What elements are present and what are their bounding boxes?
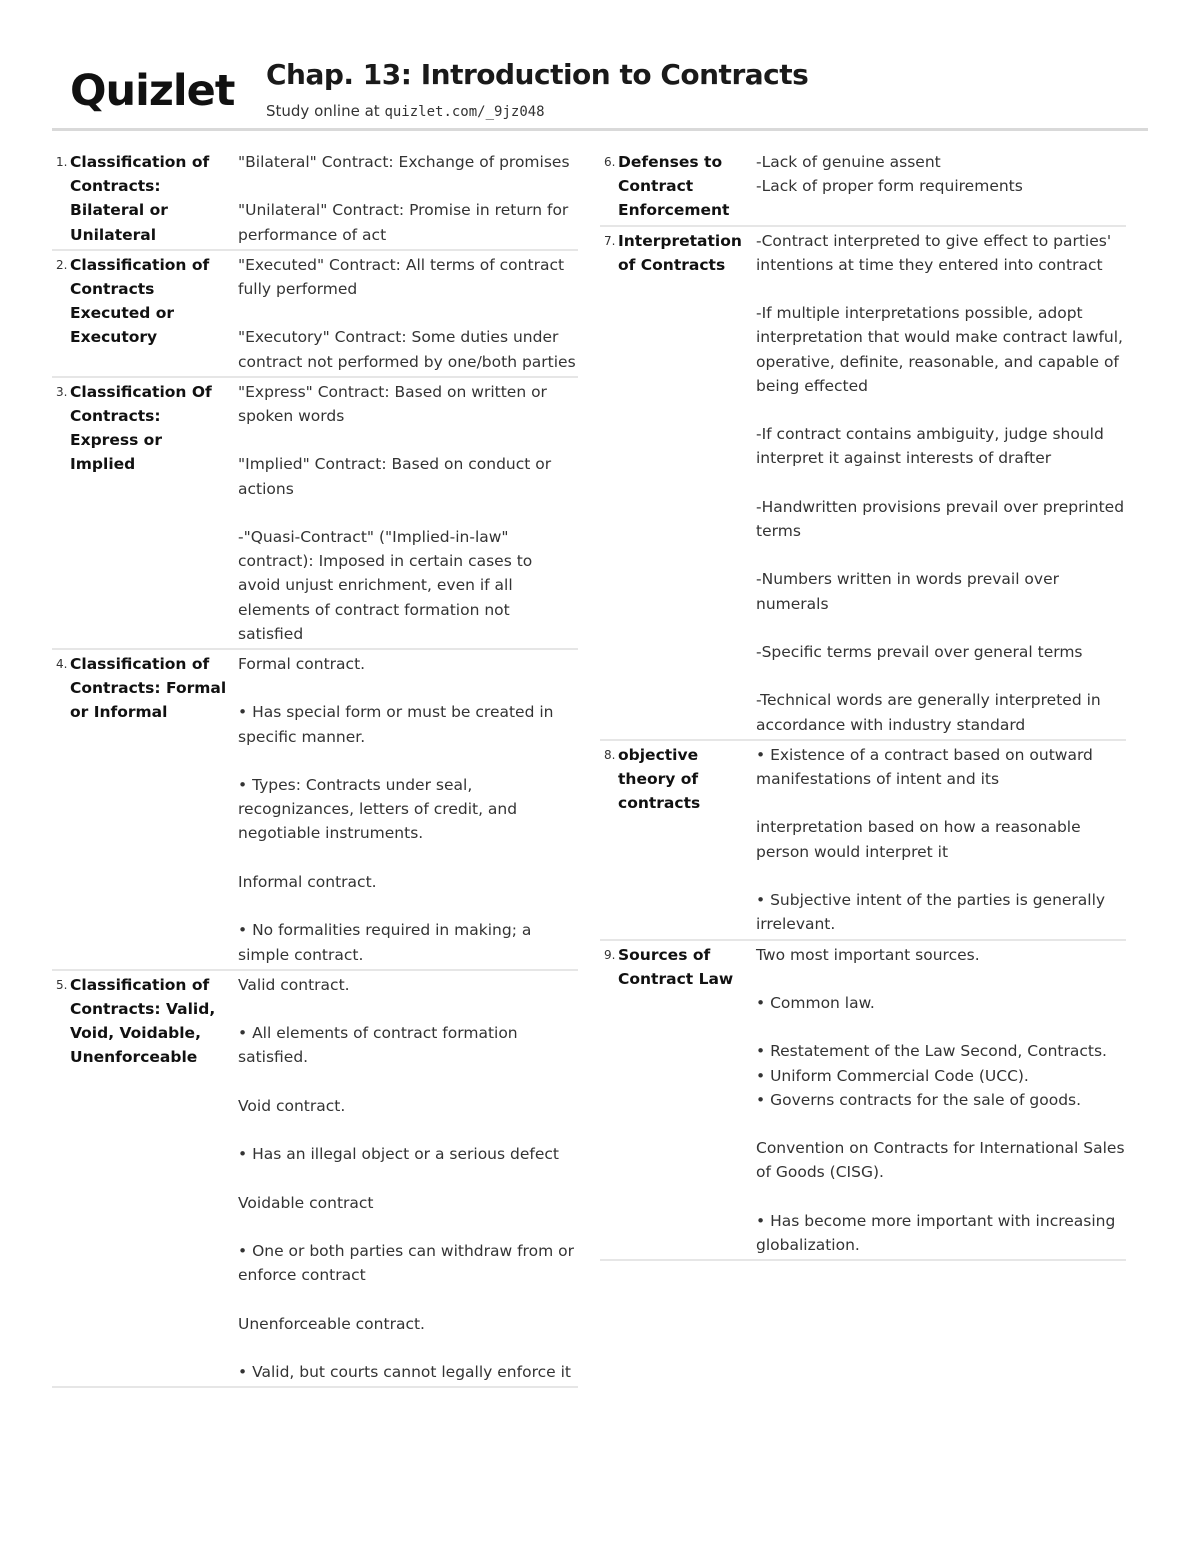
card-definition: Two most important sources. • Common law. • Restatement of the Law Second, Contracts. • Uniform Commercial Code (UCC). • Governs contracts for the sale of goods. Convention on Contracts for International Sales of Goods (CISG). • Has become more important with increasing globalization. xyxy=(756,945,1125,1254)
card-term: Sources of Contract Law xyxy=(618,945,734,988)
flashcard-row xyxy=(600,741,1126,941)
quizlet-logo[interactable]: Quizlet xyxy=(70,66,235,116)
card-number: 6. xyxy=(604,155,616,169)
card-number: 7. xyxy=(604,233,616,248)
flashcard-row xyxy=(52,650,578,971)
card-term: Classification of Contracts Executed or Executory xyxy=(70,255,210,347)
card-term: Classification of Contracts: Formal or Informal xyxy=(70,655,227,722)
flashcard-row xyxy=(600,941,1126,1262)
flashcard-row xyxy=(600,148,1126,227)
card-definition: -Lack of genuine assent -Lack of proper form requirements xyxy=(756,153,1023,196)
right-column xyxy=(600,148,1126,1261)
card-term: Classification of Contracts: Valid, Void, Voidable, Unenforceable xyxy=(70,975,216,1067)
card-definition: -Contract interpreted to give effect to parties' intentions at time they entered into contract -If multiple interpretations possible, adopt interpretation that would make contract lawful, operative, definite, reasonable, and capable of being effected -If contract contains ambiguity, judge should interpret it against interests of drafter -Handwritten provisions prevail over preprinted terms -Numbers written in words prevail over numerals -Specific terms prevail over general terms -Technical words are generally interpreted in accordance with industry standard xyxy=(756,231,1125,734)
study-url-link[interactable]: quizlet.com/_9jz048 xyxy=(384,104,545,120)
card-definition: Formal contract. • Has special form or must be created in specific manner. • Types: Contracts under seal, recognizances, letters of credit, and negotiable instruments. Informal contract. • No formalities required in making; a simple contract. xyxy=(238,655,554,964)
card-term: objective theory of contracts xyxy=(618,745,701,813)
card-number: 8. xyxy=(604,747,616,762)
flashcard-row xyxy=(52,378,578,650)
card-number: 5. xyxy=(56,977,68,992)
card-number: 2. xyxy=(56,257,68,272)
header-divider xyxy=(52,128,1148,131)
flashcard-row xyxy=(52,971,578,1388)
card-number: 9. xyxy=(604,947,616,962)
card-number: 3. xyxy=(56,384,68,399)
study-prefix: Study online at xyxy=(266,102,385,120)
card-definition: "Executed" Contract: All terms of contract fully performed "Executory" Contract: Some duties under contract not performed by one/both parties xyxy=(238,255,576,371)
flashcard-row xyxy=(52,251,578,378)
card-term: Classification Of Contracts: Express or Implied xyxy=(70,382,212,474)
card-number: 4. xyxy=(56,657,68,672)
flashcard-row xyxy=(600,227,1126,741)
page-title: Chap. 13: Introduction to Contracts xyxy=(266,58,809,91)
card-definition: • Existence of a contract based on outward manifestations of intent and its interpretation based on how a reasonable person would interpret it • Subjective intent of the parties is generally irrelevant. xyxy=(756,745,1106,934)
card-definition: "Bilateral" Contract: Exchange of promises "Unilateral" Contract: Promise in return for performance of act xyxy=(238,153,570,244)
card-number: 1. xyxy=(56,155,68,169)
card-definition: "Express" Contract: Based on written or spoken words "Implied" Contract: Based on conduct or actions -"Quasi-Contract" ("Implied-in-law" contract): Imposed in certain cases to avoid unjust enrichment, even if all elements of contract formation not satisfied xyxy=(238,382,552,643)
study-online-line xyxy=(266,102,545,120)
card-term: Classification of Contracts: Bilateral or Unilateral xyxy=(70,153,210,244)
left-column xyxy=(52,148,578,1388)
flashcard-row xyxy=(52,148,578,251)
card-definition: Valid contract. • All elements of contract formation satisfied. Void contract. • Has an illegal object or a serious defect Voidable contract • One or both parties can withdraw from or enforce contract Unenforceable contract. • Valid, but courts cannot legally enforce it xyxy=(238,975,574,1381)
card-term: Defenses to Contract Enforcement xyxy=(618,153,730,220)
card-term: Interpretation of Contracts xyxy=(618,231,742,274)
